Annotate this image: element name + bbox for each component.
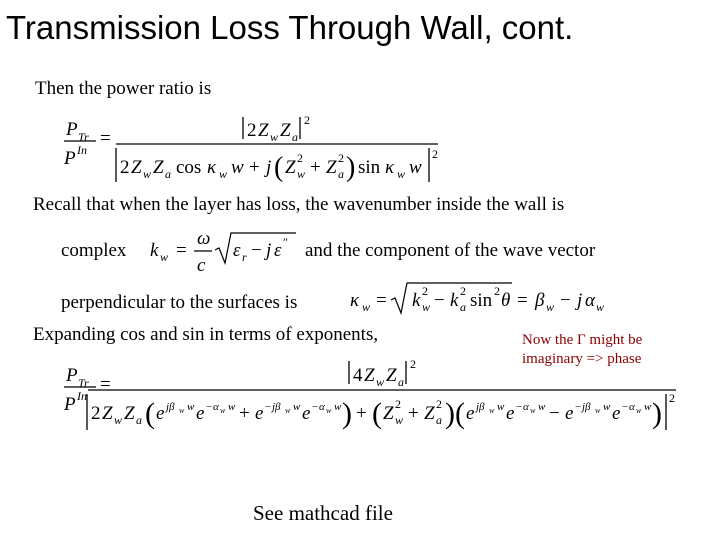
- svg-text:α: α: [213, 401, 219, 413]
- svg-text:Z: Z: [102, 403, 113, 424]
- svg-text:w: w: [409, 157, 422, 178]
- svg-text:j: j: [266, 157, 272, 178]
- svg-text:w: w: [422, 300, 431, 314]
- svg-text:2: 2: [247, 120, 257, 141]
- svg-text:w: w: [187, 401, 195, 413]
- svg-text:(: (: [274, 152, 284, 183]
- svg-text:P: P: [66, 365, 78, 386]
- svg-text:cos: cos: [176, 157, 202, 178]
- svg-text:α: α: [585, 290, 595, 311]
- svg-text:): ): [652, 397, 662, 430]
- svg-text:w: w: [489, 406, 495, 415]
- svg-text:): ): [445, 397, 455, 430]
- text-power-ratio: Then the power ratio is: [35, 78, 212, 99]
- svg-text:2: 2: [297, 151, 303, 165]
- svg-text:a: a: [436, 413, 442, 427]
- svg-text:e: e: [506, 403, 515, 424]
- slide-title: Transmission Loss Through Wall, cont.: [6, 9, 574, 46]
- svg-text:=: =: [100, 374, 111, 395]
- svg-text:(: (: [372, 397, 382, 430]
- svg-text:sin: sin: [470, 290, 493, 311]
- svg-text:=: =: [376, 290, 387, 311]
- svg-text:a: a: [165, 167, 171, 181]
- svg-text:e: e: [466, 403, 475, 424]
- svg-text:=: =: [100, 128, 111, 149]
- svg-text:θ: θ: [501, 290, 511, 311]
- svg-text:jβ: jβ: [582, 401, 591, 413]
- svg-text:w: w: [114, 413, 123, 427]
- svg-text:2: 2: [120, 157, 130, 178]
- svg-text:Z: Z: [326, 157, 337, 178]
- svg-text:w: w: [231, 157, 244, 178]
- svg-text:a: a: [292, 130, 298, 144]
- svg-text:−: −: [575, 401, 582, 413]
- svg-text:2: 2: [338, 151, 344, 165]
- svg-text:Tr: Tr: [78, 376, 89, 390]
- svg-text:α: α: [629, 401, 635, 413]
- svg-text:r: r: [242, 250, 247, 264]
- svg-text:Z: Z: [383, 403, 394, 424]
- svg-text:2: 2: [91, 403, 101, 424]
- svg-text:−: −: [434, 290, 445, 311]
- svg-text:w: w: [334, 401, 342, 413]
- svg-text:k: k: [450, 290, 459, 311]
- svg-text:4: 4: [353, 365, 363, 386]
- svg-text:w: w: [297, 167, 306, 181]
- svg-text:−: −: [206, 401, 213, 413]
- svg-text:Z: Z: [131, 157, 142, 178]
- svg-text:w: w: [596, 300, 605, 314]
- svg-text:2: 2: [436, 397, 442, 411]
- svg-text:e: e: [565, 403, 574, 424]
- svg-text:w: w: [644, 401, 652, 413]
- svg-text:): ): [342, 397, 352, 430]
- svg-text:w: w: [362, 300, 371, 314]
- note-line-1: Now the Γ might be: [522, 332, 643, 348]
- svg-text:In: In: [77, 143, 87, 157]
- svg-text:κ: κ: [385, 157, 395, 178]
- svg-text:−: −: [312, 401, 319, 413]
- svg-text:α: α: [319, 401, 325, 413]
- svg-text:2: 2: [432, 147, 438, 161]
- svg-text:β: β: [535, 290, 545, 311]
- svg-text:Z: Z: [124, 403, 135, 424]
- svg-text:w: w: [179, 406, 185, 415]
- svg-text:w: w: [270, 130, 279, 144]
- svg-text:2: 2: [410, 357, 416, 371]
- svg-text:w: w: [595, 406, 601, 415]
- svg-text:+: +: [356, 403, 367, 424]
- svg-text:jβ: jβ: [166, 401, 175, 413]
- svg-text:+: +: [408, 403, 419, 424]
- svg-text:κ: κ: [207, 157, 217, 178]
- svg-text:e: e: [612, 403, 621, 424]
- text-recall: Recall that when the layer has loss, the wavenumber inside the wall is: [33, 194, 565, 215]
- svg-text:w: w: [397, 167, 406, 181]
- svg-text:ε: ε: [233, 240, 241, 261]
- note-line-2: imaginary => phase: [522, 351, 642, 367]
- svg-text:2: 2: [422, 284, 428, 298]
- svg-text:w: w: [546, 300, 555, 314]
- svg-text:−: −: [560, 290, 571, 311]
- svg-text:=: =: [176, 240, 187, 261]
- svg-text:″: ″: [283, 235, 288, 249]
- svg-text:e: e: [302, 403, 311, 424]
- svg-text:a: a: [136, 413, 142, 427]
- svg-text:+: +: [239, 403, 250, 424]
- svg-text:w: w: [376, 375, 385, 389]
- svg-text:w: w: [220, 406, 226, 415]
- svg-text:j: j: [266, 240, 272, 261]
- svg-text:jβ: jβ: [476, 401, 485, 413]
- svg-text:2: 2: [395, 397, 401, 411]
- svg-text:Z: Z: [280, 120, 291, 141]
- svg-text:c: c: [197, 255, 206, 276]
- footer-text: See mathcad file: [253, 501, 393, 525]
- svg-text:−: −: [549, 403, 560, 424]
- svg-text:Z: Z: [153, 157, 164, 178]
- svg-text:w: w: [530, 406, 536, 415]
- svg-text:w: w: [160, 250, 169, 264]
- text-complex: complex: [61, 240, 127, 261]
- svg-text:w: w: [395, 413, 404, 427]
- svg-text:e: e: [156, 403, 165, 424]
- svg-text:Z: Z: [424, 403, 435, 424]
- svg-text:): ): [346, 152, 356, 183]
- svg-text:e: e: [196, 403, 205, 424]
- svg-text:Z: Z: [258, 120, 269, 141]
- svg-text:+: +: [249, 157, 260, 178]
- svg-text:Z: Z: [285, 157, 296, 178]
- svg-text:w: w: [285, 406, 291, 415]
- svg-text:P: P: [64, 148, 76, 169]
- text-wave-vector: and the component of the wave vector: [305, 240, 596, 261]
- svg-text:k: k: [150, 240, 159, 261]
- svg-text:ω: ω: [197, 228, 211, 249]
- svg-text:jβ: jβ: [272, 401, 281, 413]
- svg-text:ε: ε: [274, 240, 282, 261]
- svg-text:w: w: [293, 401, 301, 413]
- svg-text:a: a: [460, 300, 466, 314]
- svg-text:κ: κ: [350, 290, 360, 311]
- svg-text:In: In: [77, 389, 87, 403]
- text-expanding: Expanding cos and sin in terms of exponents,: [33, 324, 379, 345]
- svg-text:2: 2: [669, 391, 675, 405]
- svg-text:2: 2: [494, 284, 500, 298]
- svg-text:w: w: [228, 401, 236, 413]
- svg-text:−: −: [265, 401, 272, 413]
- svg-text:sin: sin: [358, 157, 381, 178]
- svg-text:a: a: [398, 375, 404, 389]
- svg-text:α: α: [523, 401, 529, 413]
- svg-text:P: P: [66, 119, 78, 140]
- svg-text:−: −: [622, 401, 629, 413]
- svg-text:a: a: [338, 167, 344, 181]
- svg-text:−: −: [251, 240, 262, 261]
- svg-text:Tr: Tr: [78, 130, 89, 144]
- svg-text:e: e: [255, 403, 264, 424]
- svg-text:−: −: [516, 401, 523, 413]
- svg-text:w: w: [326, 406, 332, 415]
- svg-text:2: 2: [460, 284, 466, 298]
- svg-text:w: w: [219, 167, 228, 181]
- svg-text:=: =: [517, 290, 528, 311]
- svg-text:j: j: [577, 290, 583, 311]
- svg-text:(: (: [145, 397, 155, 430]
- svg-text:(: (: [455, 397, 465, 430]
- svg-text:+: +: [310, 157, 321, 178]
- svg-text:P: P: [64, 394, 76, 415]
- svg-text:2: 2: [304, 113, 310, 127]
- svg-text:Z: Z: [386, 365, 397, 386]
- text-perpendicular: perpendicular to the surfaces is: [61, 292, 298, 313]
- svg-text:w: w: [603, 401, 611, 413]
- svg-text:w: w: [636, 406, 642, 415]
- svg-text:k: k: [412, 290, 421, 311]
- svg-text:w: w: [497, 401, 505, 413]
- svg-text:w: w: [538, 401, 546, 413]
- svg-text:w: w: [143, 167, 152, 181]
- svg-text:Z: Z: [364, 365, 375, 386]
